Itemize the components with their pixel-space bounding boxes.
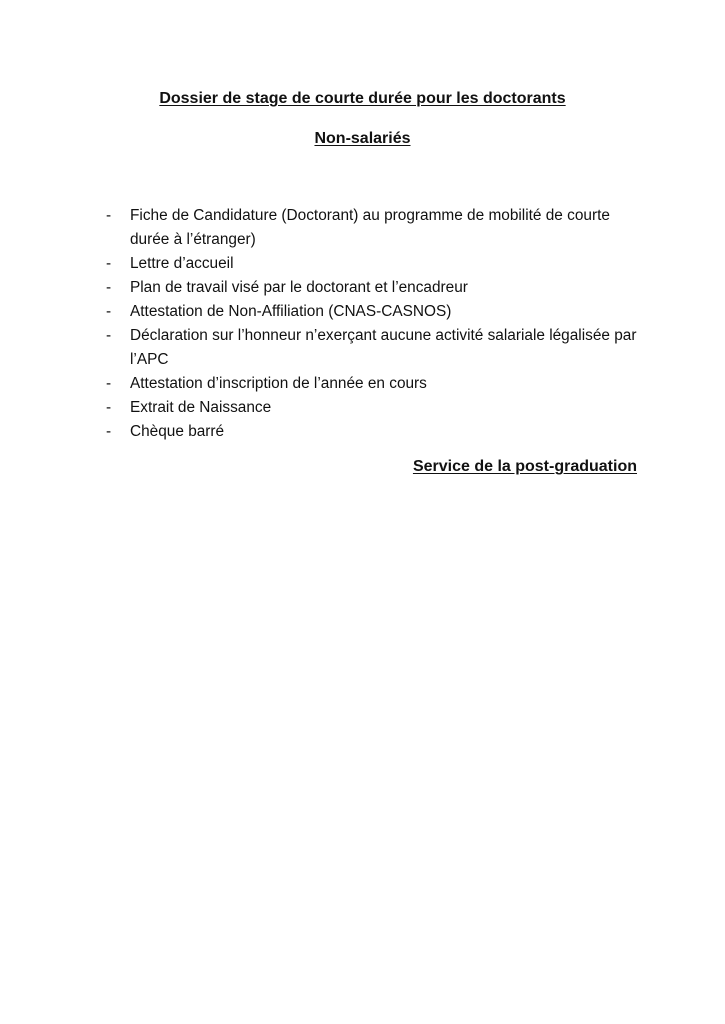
page-title: Dossier de stage de courte durée pour les doctorants xyxy=(159,90,566,107)
bullet-dash: - xyxy=(106,423,112,440)
list-item-text: Attestation d’inscription de l’année en cours xyxy=(130,375,427,392)
list-item-text: Lettre d’accueil xyxy=(130,255,234,272)
bullet-dash: - xyxy=(106,279,112,296)
requirements-list xyxy=(106,204,646,444)
list-item xyxy=(106,420,646,444)
bullet-dash: - xyxy=(106,327,112,344)
bullet-dash: - xyxy=(106,375,112,392)
bullet-dash: - xyxy=(106,303,112,320)
list-item-text: Chèque barré xyxy=(130,423,225,440)
list-item xyxy=(106,300,646,324)
list-item xyxy=(106,276,646,300)
list-item-text: Plan de travail visé par le doctorant et l’encadreur xyxy=(130,279,468,296)
list-item xyxy=(106,204,646,252)
bullet-dash: - xyxy=(106,255,112,272)
list-item xyxy=(106,372,646,396)
list-item-text: Extrait de Naissance xyxy=(130,399,272,416)
list-item xyxy=(106,252,646,276)
list-item-text: Fiche de Candidature (Doctorant) au programme de mobilité de courte durée à l’étranger) xyxy=(130,207,610,248)
bullet-dash: - xyxy=(106,399,112,416)
list-item xyxy=(106,396,646,420)
page-subtitle: Non-salariés xyxy=(314,130,411,147)
list-item-text: Déclaration sur l’honneur n’exerçant aucune activité salariale légalisée par l’APC xyxy=(130,327,637,368)
list-item-text: Attestation de Non-Affiliation (CNAS-CASNOS) xyxy=(130,303,452,320)
bullet-dash: - xyxy=(106,207,112,224)
signature-service: Service de la post-graduation xyxy=(412,458,637,475)
list-item xyxy=(106,324,646,372)
